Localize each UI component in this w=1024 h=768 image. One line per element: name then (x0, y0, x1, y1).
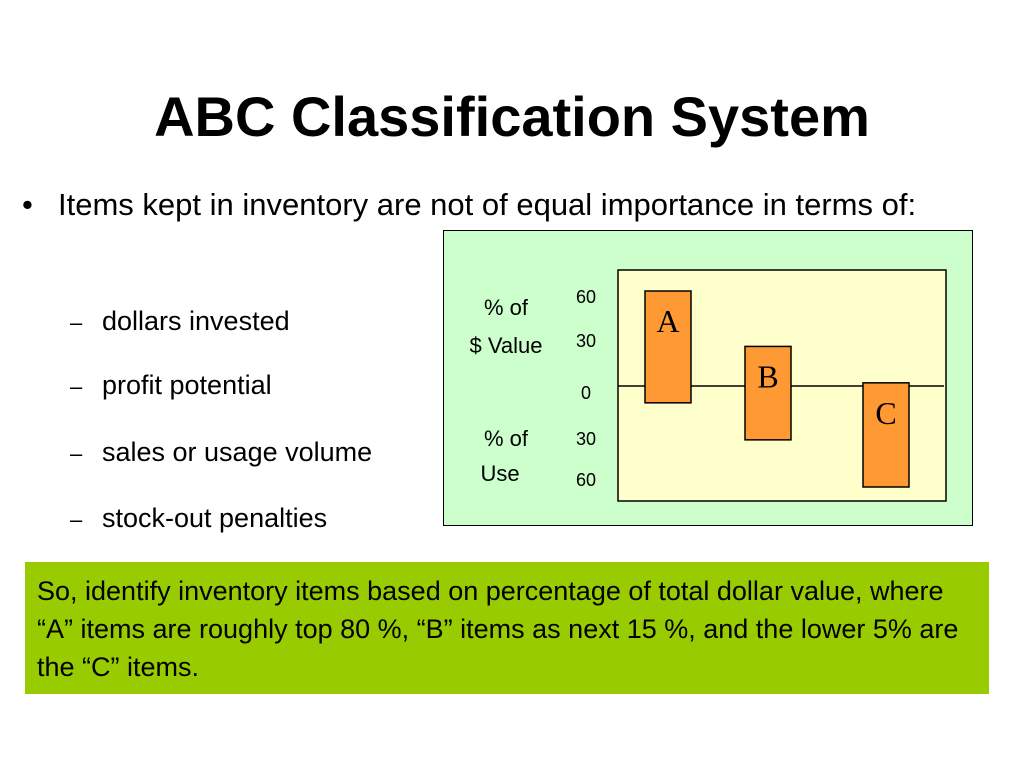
abc-chart (444, 231, 972, 525)
sub-item-sales-volume (70, 436, 372, 470)
sub-item-label: profit potential (102, 370, 272, 400)
bar-label-b: B (757, 358, 779, 395)
sub-item-label: stock-out penalties (102, 503, 328, 533)
tick-label-0: 0 (580, 383, 592, 403)
dash-marker: – (70, 310, 83, 335)
value-label-line2: $ Value (469, 333, 543, 358)
bullet-marker: • (22, 187, 33, 222)
main-bullet-text: Items kept in inventory are not of equal importance in terms of: (58, 187, 917, 222)
abc-chart-panel (443, 230, 973, 526)
sub-item-label: sales or usage volume (102, 437, 373, 467)
bar-label-c: C (875, 394, 897, 431)
use-label-line2: Use (480, 461, 520, 486)
use-label-line1: % of (483, 426, 529, 451)
slide-title: ABC Classification System (154, 85, 870, 148)
sub-item-stock-out (70, 502, 327, 536)
dash-marker: – (70, 507, 83, 532)
tick-label-60-top: 60 (575, 287, 597, 307)
sub-item-profit-potential (70, 369, 272, 403)
tick-label-30-bottom: 30 (575, 429, 597, 449)
sub-item-label: dollars invested (102, 306, 290, 336)
tick-label-60-bottom: 60 (575, 470, 597, 490)
value-label-line1: % of (483, 295, 529, 320)
dash-marker: – (70, 441, 83, 466)
summary-note: So, identify inventory items based on percentage of total dollar value, where “A” items are roughly top 80 %, “B” items as next 15 %, and the lower 5% are the “C” items. (25, 562, 989, 694)
bar-label-a: A (656, 303, 680, 339)
sub-item-dollars-invested (70, 305, 290, 339)
dash-marker: – (70, 374, 83, 399)
tick-label-30-top: 30 (575, 331, 597, 351)
